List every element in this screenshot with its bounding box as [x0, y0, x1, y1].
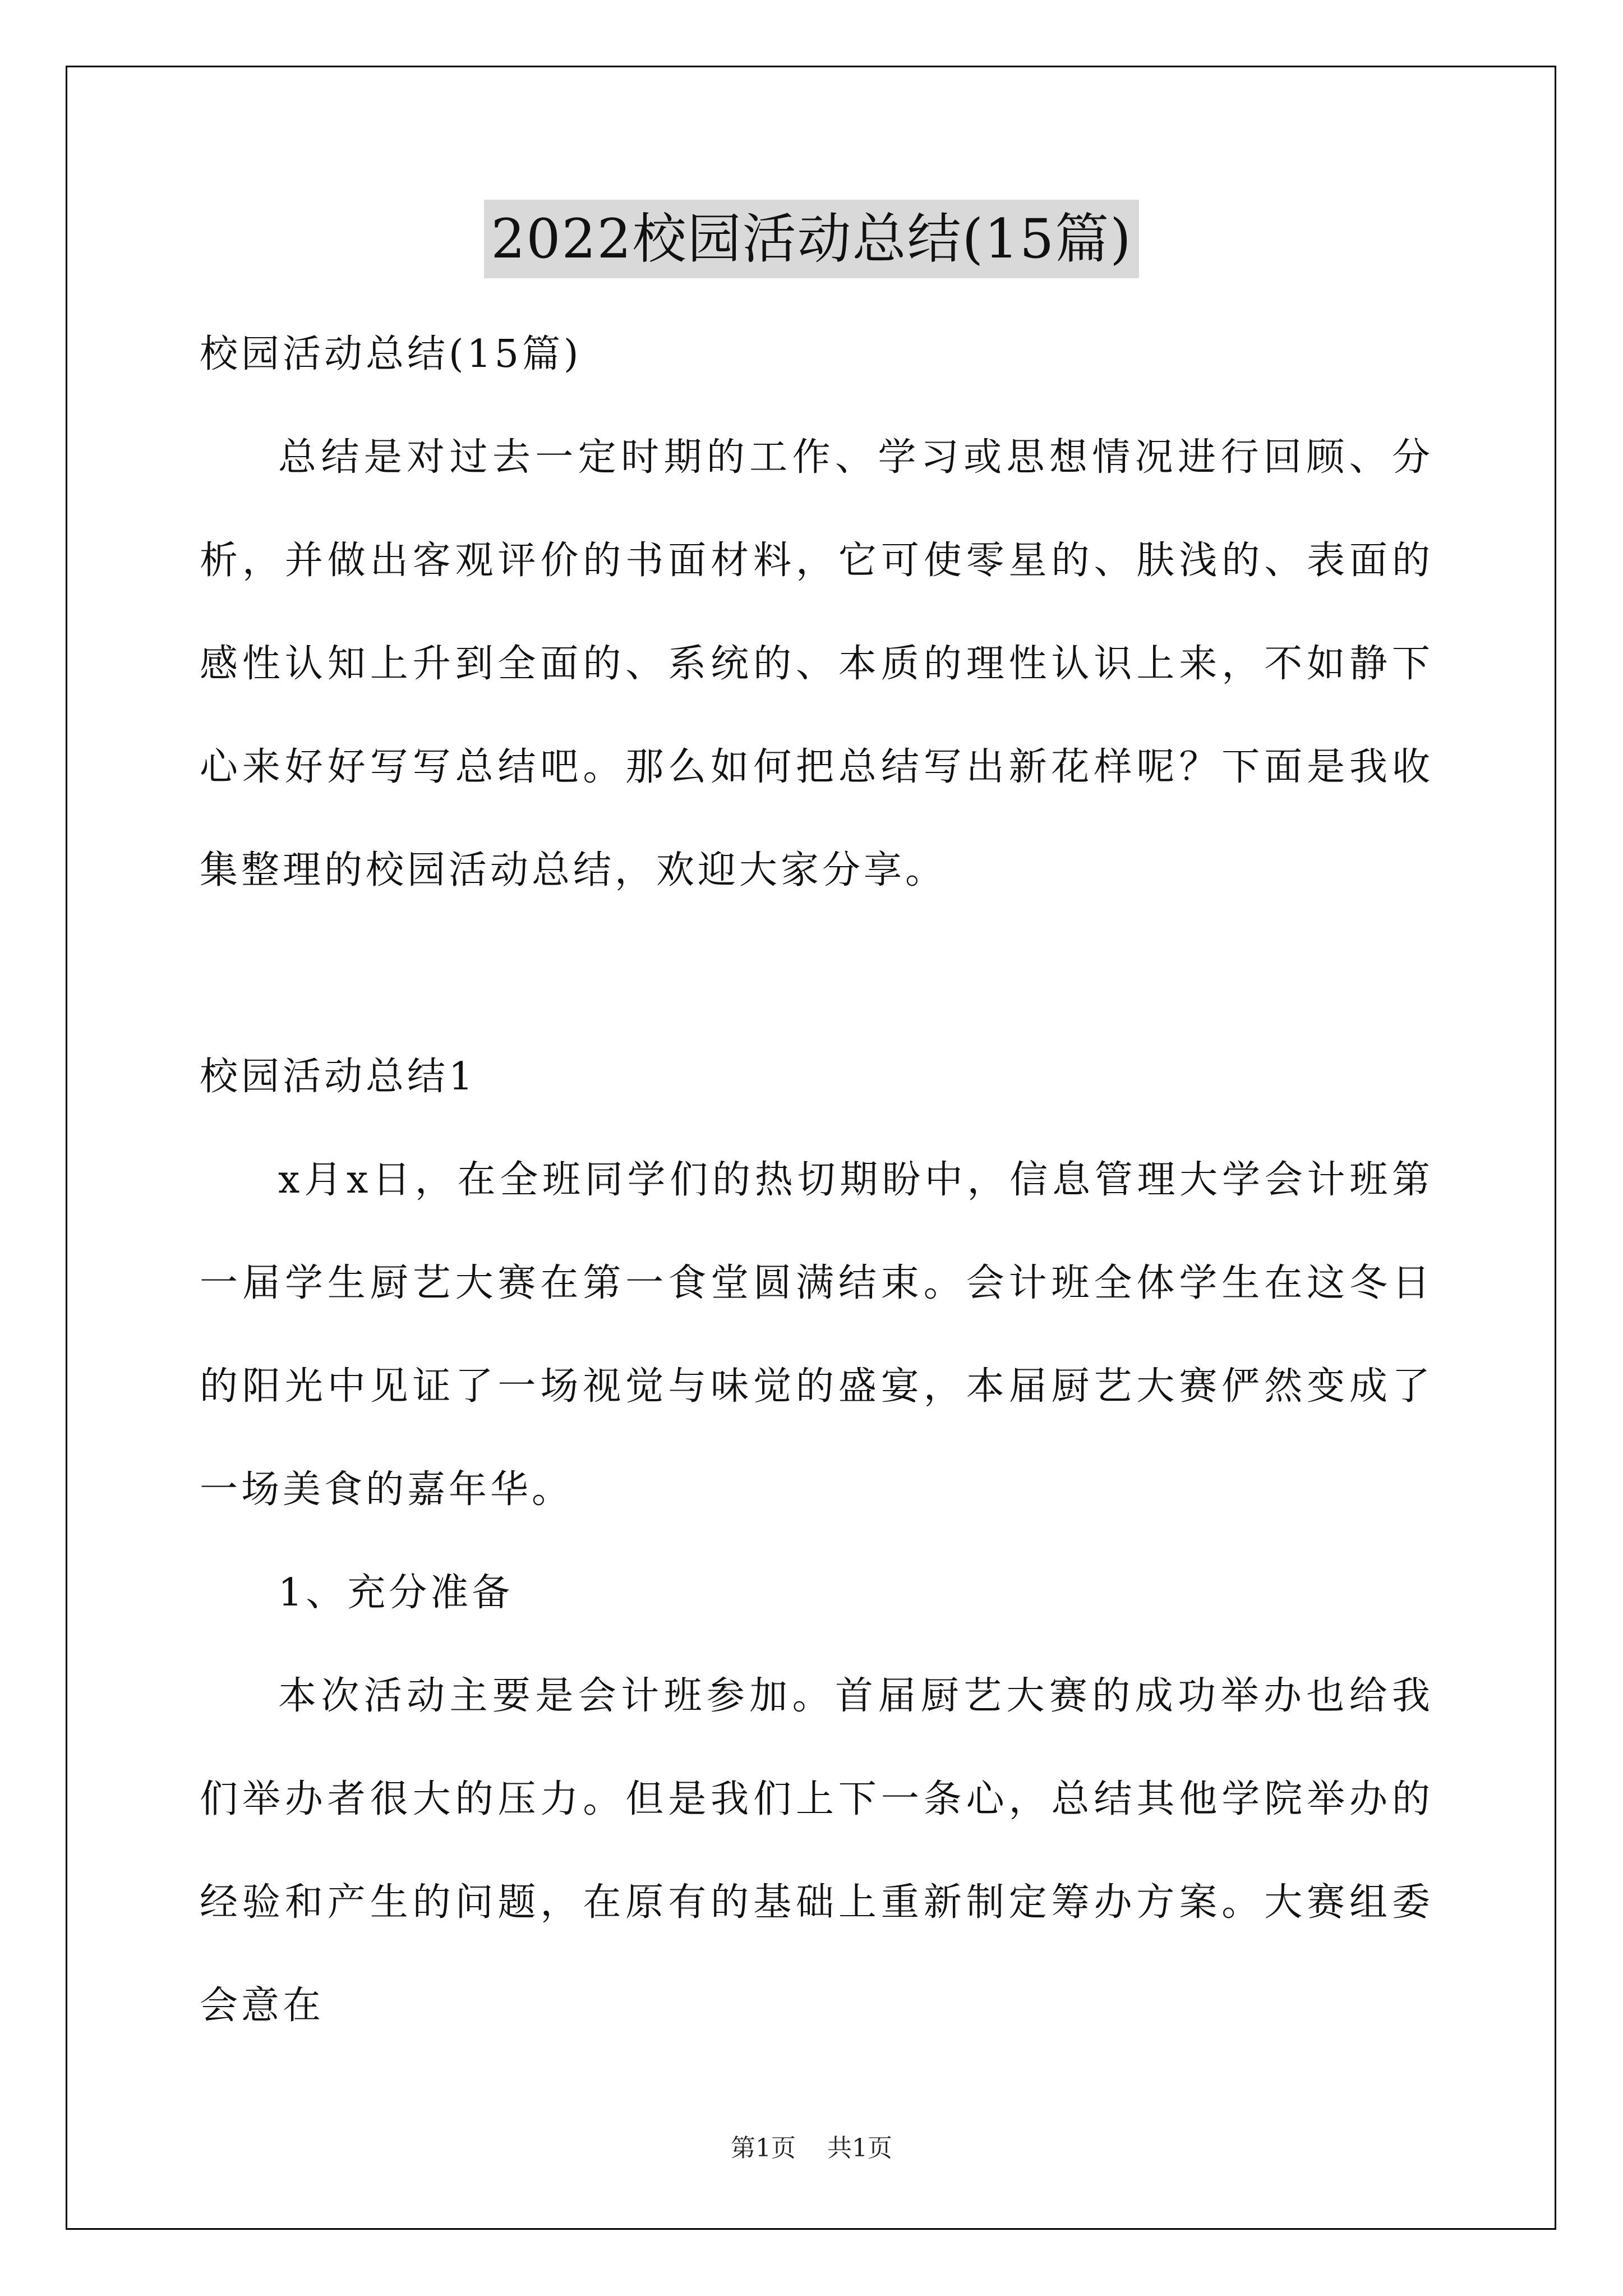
page-footer: [0, 2132, 1623, 2165]
document-title: 2022校园活动总结(15篇): [484, 200, 1138, 278]
body-paragraph: x月x日，在全班同学们的热切期盼中，信息管理大学会计班第一届学生厨艺大赛在第一食堂圆满结束。会计班全体学生在这冬日的阳光中见证了一场视觉与味觉的盛宴，本届厨艺大赛俨然变成了一场美食的嘉年华。: [200, 1158, 1433, 1512]
section-heading: 校园活动总结1: [200, 1055, 477, 1099]
page-number: 第1页: [731, 2134, 796, 2162]
intro-paragraph: 总结是对过去一定时期的工作、学习或思想情况进行回顾、分析，并做出客观评价的书面材料，它可使零星的、肤浅的、表面的感性认知上升到全面的、系统的、本质的理性认识上来，不如静下心来好好写写总结吧。那么如何把总结写出新花样呢？下面是我收集整理的校园活动总结，欢迎大家分享。: [200, 435, 1433, 892]
page-total: 共1页: [827, 2134, 892, 2162]
body-paragraph: 本次活动主要是会计班参加。首届厨艺大赛的成功举办也给我们举办者很大的压力。但是我们上下一条心，总结其他学院举办的经验和产生的问题，在原有的基础上重新制定筹办方案。大赛组委会意在: [200, 1674, 1433, 2028]
subtitle: 校园活动总结(15篇): [200, 332, 582, 376]
title-container: [0, 200, 1623, 278]
section-spacer: [200, 922, 1433, 1025]
document-body: [200, 303, 1433, 2058]
sub-heading: 1、充分准备: [278, 1571, 514, 1615]
